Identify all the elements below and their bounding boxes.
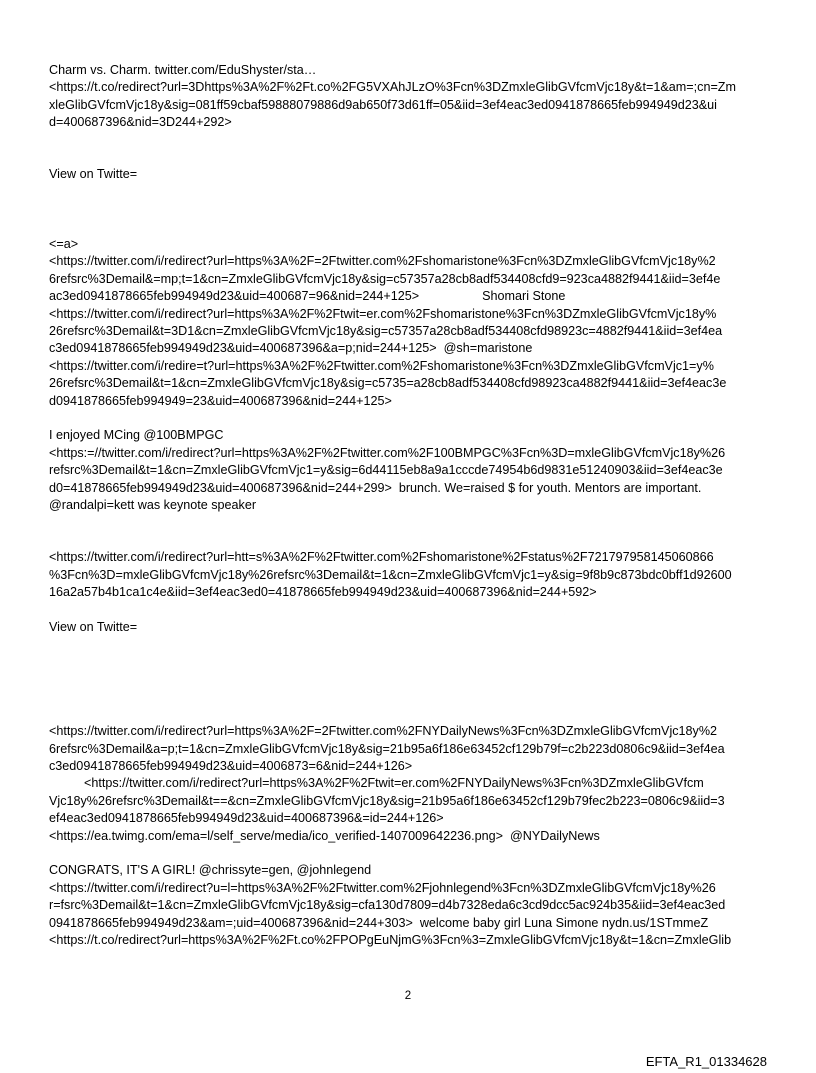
- text-line: <https://twitter.com/i/redirect?url=https%3A%2F=2Ftwitter.com%2Fshomaristone%3Fcn%3DZmxleGlibGVfcmVjc18y%2: [49, 254, 716, 269]
- text-line: 6refsrc%3Demail&=mp;t=1&cn=ZmxleGlibGVfcmVjc18y&sig=c57357a28cb8adf534408cfd9=923ca4882f9441&iid=3ef4e: [49, 271, 721, 286]
- text-line: View on Twitte=: [49, 167, 138, 182]
- text-line: [49, 601, 769, 618]
- text-line: [49, 671, 769, 688]
- text-line: [49, 514, 769, 531]
- text-line: xleGlibGVfcmVjc18y&sig=081ff59cbaf59888079886d9ab650f73d61ff=05&iid=3ef4eac3ed0941878665feb994949d23&ui: [49, 97, 717, 112]
- text-line: d0=41878665feb994949d23&uid=400687396&nid=244+299> brunch. We=raised $ for youth. Mentors are important.: [49, 480, 702, 495]
- text-line: d0941878665feb994949=23&uid=400687396&nid=244+125>: [49, 393, 392, 408]
- text-line: refsrc%3Demail&t=1&cn=ZmxleGlibGVfcmVjc1=y&sig=6d44115eb8a9a1cccde74954b6d9831e51240903&iid=3ef4eac3e: [49, 463, 723, 478]
- text-line: 0941878665feb994949d23&am=;uid=400687396&nid=244+303> welcome baby girl Luna Simone nydn.us/1STmmeZ: [49, 915, 709, 930]
- text-line: d=400687396&nid=3D244+292>: [49, 115, 232, 130]
- text-line: [49, 410, 769, 427]
- text-line: Vjc18y%26refsrc%3Demail&t==&cn=ZmxleGlibGVfcmVjc18y&sig=21b95a6f186e63452cf129b79fec2b223=0806c9&iid=3: [49, 793, 725, 808]
- text-line: ef4eac3ed0941878665feb994949d23&uid=400687396&=id=244+126>: [49, 811, 444, 826]
- text-line: <https://twitter.com/i/redire=t?url=https%3A%2F%2Ftwitter.com%2Fshomaristone%3Fcn%3DZmxleGlibGVfcmVjc1=y%: [49, 358, 714, 373]
- text-line: 16a2a57b4b1ca1c4e&iid=3ef4eac3ed0=41878665feb994949d23&uid=400687396&nid=244+592>: [49, 585, 597, 600]
- text-line: %3Fcn%3D=mxleGlibGVfcmVjc18y%26refsrc%3Demail&t=1&cn=ZmxleGlibGVfcmVjc1=y&sig=9f8b9c873bdc0bff1d92600: [49, 567, 732, 582]
- text-line: [49, 654, 769, 671]
- text-line: Charm vs. Charm. twitter.com/EduShyster/sta…: [49, 63, 317, 77]
- text-line: [49, 636, 769, 653]
- text-line: [49, 201, 769, 218]
- text-line: <https://twitter.com/i/redirect?u=l=https%3A%2F%2Ftwitter.com%2Fjohnlegend%3Fcn%3DZmxleGlibGVfcmVjc18y%26: [49, 880, 716, 895]
- text-line: [49, 184, 769, 201]
- page-number: 2: [404, 990, 412, 1002]
- text-line: [49, 132, 769, 149]
- text-line: [49, 688, 769, 705]
- text-line: c3ed0941878665feb994949d23&uid=4006873=6&nid=244+126>: [49, 759, 413, 774]
- text-line: CONGRATS, IT'S A GIRL! @chrissyte=gen, @johnlegend: [49, 863, 372, 878]
- text-line: <https://t.co/redirect?url=3Dhttps%3A%2F%2Ft.co%2FG5VXAhJLzO%3Fcn%3DZmxleGlibGVfcmVjc18y&t=1&am=;cn=Zm: [49, 80, 736, 95]
- text-line: 26refsrc%3Demail&t=1&cn=ZmxleGlibGVfcmVjc18y&sig=c5735=a28cb8adf534408cfd98923ca4882f9441&iid=3ef4eac3e: [49, 376, 727, 391]
- text-line: View on Twitte=: [49, 619, 138, 634]
- text-line: <https://twitter.com/i/redirect?url=htt=s%3A%2F%2Ftwitter.com%2Fshomaristone%2Fstatus%2F721797958145060866: [49, 550, 714, 565]
- text-line: <https://ea.twimg.com/ema=l/self_serve/media/ico_verified-1407009642236.png> @NYDailyNews: [49, 828, 600, 843]
- text-line: [49, 219, 769, 236]
- text-line: @randalpi=kett was keynote speaker: [49, 498, 257, 513]
- text-line: <https://twitter.com/i/redirect?url=https%3A%2F%2Ftwit=er.com%2FNYDailyNews%3Fcn%3DZmxleGlibGVfcm: [49, 776, 704, 791]
- text-line: [49, 149, 769, 166]
- text-line: <https://twitter.com/i/redirect?url=https%3A%2F%2Ftwit=er.com%2Fshomaristone%3Fcn%3DZmxleGlibGVfcmVjc18y%: [49, 306, 717, 321]
- text-line: [49, 845, 769, 862]
- text-line: [49, 532, 769, 549]
- text-line: <https://t.co/redirect?url=https%3A%2F%2Ft.co%2FPOPgEuNjmG%3Fcn%3=ZmxleGlibGVfcmVjc18y&t=1&cn=ZmxleGlib: [49, 933, 732, 948]
- text-line: c3ed0941878665feb994949d23&uid=400687396&a=p;nid=244+125> @sh=maristone: [49, 341, 533, 356]
- text-line: <https://twitter.com/i/redirect?url=https%3A%2F=2Ftwitter.com%2FNYDailyNews%3Fcn%3DZmxleGlibGVfcmVjc18y%2: [49, 724, 718, 739]
- text-line: <https:=//twitter.com/i/redirect?url=https%3A%2F%2Ftwitter.com%2F100BMPGC%3Fcn%3D=mxleGlibGVfcmVjc18y%26: [49, 445, 726, 460]
- text-line: [49, 706, 769, 723]
- text-line: ac3ed0941878665feb994949d23&uid=400687=96&nid=244+125> Shomari Stone: [49, 289, 566, 304]
- text-line: 26refsrc%3Demail&t=3D1&cn=ZmxleGlibGVfcmVjc18y&sig=c57357a28cb8adf534408cfd98923c=4882f9441&iid=3ef4ea: [49, 324, 723, 339]
- text-line: r=fsrc%3Demail&t=1&cn=ZmxleGlibGVfcmVjc18y&sig=cfa130d7809=d4b7328eda6c3cd9dcc5ac924b35&iid=3ef4eac3ed: [49, 898, 726, 913]
- document-body: [49, 62, 769, 949]
- bates-number: EFTA_R1_01334628: [645, 1054, 767, 1069]
- text-line: I enjoyed MCing @100BMPGC: [49, 428, 224, 443]
- text-line: 6refsrc%3Demail&a=p;t=1&cn=ZmxleGlibGVfcmVjc18y&sig=21b95a6f186e63452cf129b79f=c2b223d0806c9&iid=3ef4ea: [49, 741, 725, 756]
- text-line: <=a>: [49, 236, 79, 251]
